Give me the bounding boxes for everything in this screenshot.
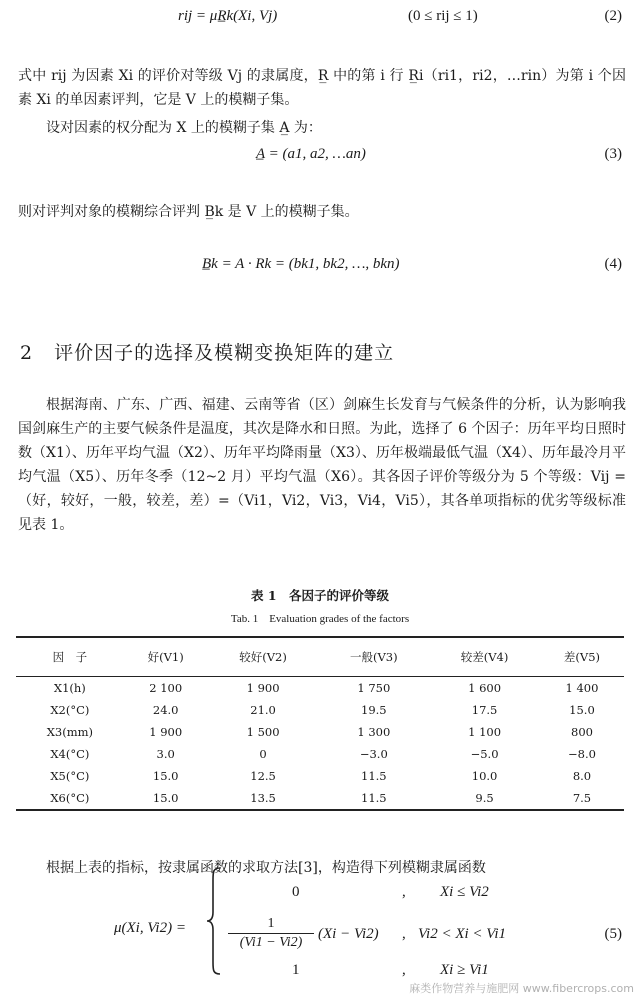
left-brace-icon <box>205 866 223 976</box>
table-row <box>16 787 624 810</box>
table-header-cell: 差(V5) <box>563 650 601 664</box>
paragraph-membership-function <box>18 856 626 880</box>
equation-2 <box>0 8 640 34</box>
paragraph-comprehensive: 则对评判对象的模糊综合评判 B̲k 是 V 上的模糊子集。 <box>18 204 359 220</box>
equation-5-lhs: μ(Xi, Vi2) = <box>114 920 186 936</box>
table-header-cell: 好(V1) <box>147 650 184 664</box>
table-cell: 1 500 <box>246 725 280 739</box>
table-cell: 1 300 <box>357 725 391 739</box>
table-cell: 1 100 <box>468 725 502 739</box>
table-cell: −3.0 <box>359 747 388 761</box>
table-row <box>16 699 624 721</box>
table-cell: 17.5 <box>471 703 498 717</box>
paragraph-factors: 根据海南、广东、广西、福建、云南等省（区）剑麻生长发育与气候条件的分析，认为影响我国剑麻生产的主要气候条件是温度，其次是降水和日照。为此，选择了 6 个因子：历年平均日照时数（X1）、历年平均气温（X2）、历年平均降雨量（X3）、历年极端最低气温（X4）、历年最冷月平均气温（X5）、历年冬季（12~2 月）平均气温（X6）。其各因子评价等级分为 5 个等级：Vij =（好，较好，一般，较差，差）=（Vi1，Vi2，Vi3，Vi4，Vi5），其各单项指标的优劣等级标准见表 1。 <box>18 397 626 533</box>
table-cell: 21.0 <box>250 703 276 717</box>
table-cell: −8.0 <box>568 747 596 761</box>
table-header-cell: 较差(V4) <box>460 650 509 664</box>
equation-3 <box>0 146 640 172</box>
table-cell: 1 750 <box>357 681 391 695</box>
equation-3-number: (3) <box>604 146 622 162</box>
table-cell: 19.5 <box>361 703 387 717</box>
equation-4 <box>0 256 640 282</box>
table-cell: 24.0 <box>152 703 179 717</box>
case-2-fraction <box>228 916 314 951</box>
table-cell: −5.0 <box>470 747 499 761</box>
table-cell: 9.5 <box>475 791 494 805</box>
equation-4-formula: B̲k = A · Rk = (bk1, bk2, …, bkn) <box>202 256 400 272</box>
table-cell: X4(°C) <box>50 747 90 761</box>
table-row <box>16 765 624 787</box>
table-cell: X5(°C) <box>50 769 90 783</box>
section-heading <box>20 338 394 365</box>
table-cell: 10.0 <box>471 769 498 783</box>
case-1-value: 0 <box>292 884 300 900</box>
table-cell: 15.0 <box>152 791 179 805</box>
table-cell: 800 <box>571 725 593 739</box>
paragraph-weights: 设对因素的权分配为 X 上的模糊子集 A̲ 为： <box>46 120 322 136</box>
table-row <box>16 743 624 765</box>
case-1-condition: Xi ≤ Vi2 <box>440 884 489 900</box>
evaluation-grades-table <box>16 636 624 811</box>
equation-5-number: (5) <box>604 926 622 942</box>
equation-2-number: (2) <box>604 8 622 24</box>
table-caption-cn: 表 1 各因子的评价等级 <box>250 588 390 603</box>
table-cell: 15.0 <box>569 703 595 717</box>
table-header-cell: 一般(V3) <box>350 650 398 664</box>
table-cell: 2 100 <box>149 681 183 695</box>
table-cell: 7.5 <box>572 791 592 805</box>
table-header-cell: 较好(V2) <box>239 650 287 664</box>
case-2-condition: Vi2 < Xi < Vi1 <box>418 926 507 942</box>
table-cell: 1 600 <box>468 681 502 695</box>
table-cell: 3.0 <box>156 747 175 761</box>
table-cell: X2(°C) <box>50 703 90 717</box>
table-cell: X3(mm) <box>46 725 93 739</box>
table-cell: 15.0 <box>152 769 179 783</box>
equation-3-formula: A̲ = (a1, a2, …an) <box>256 146 366 162</box>
case-2-denominator: (Vi1 − Vi2) <box>239 935 303 950</box>
table-header-row <box>16 637 624 677</box>
equation-2-formula: rij = μR̲k(Xi, Vj) <box>178 8 278 24</box>
table-cell: 1 900 <box>149 725 183 739</box>
section-number: 2 <box>20 342 34 364</box>
case-2-tail: (Xi − Vi2) <box>318 926 379 942</box>
equation-4-number: (4) <box>604 256 622 272</box>
table-cell: X1(h) <box>53 681 86 695</box>
case-2-comma: , <box>402 926 406 942</box>
table-cell: 1 400 <box>565 681 599 695</box>
table-row <box>16 721 624 743</box>
case-1-comma: , <box>402 884 406 900</box>
table-cell: 0 <box>259 747 267 761</box>
table-cell: 11.5 <box>361 769 387 783</box>
case-2-numerator: 1 <box>228 916 314 934</box>
table-header-cell: 因 子 <box>52 650 88 664</box>
table-cell: X6(°C) <box>50 791 90 805</box>
table-cell: 12.5 <box>250 769 276 783</box>
watermark: 麻类作物营养与施肥网 www.fibercrops.com <box>409 982 634 995</box>
equation-2-condition: (0 ≤ rij ≤ 1) <box>408 8 478 24</box>
section-title: 评价因子的选择及模糊变换矩阵的建立 <box>54 342 395 364</box>
case-3-value: 1 <box>292 962 300 978</box>
table-row <box>16 677 624 700</box>
table-cell: 8.0 <box>572 769 592 783</box>
table-caption-en: Tab. 1 Evaluation grades of the factors <box>230 613 410 625</box>
table-cell: 11.5 <box>361 791 387 805</box>
membership-function-intro: 根据上表的指标，按隶属函数的求取方法[3]，构造得下列模糊隶属函数 <box>46 860 486 876</box>
case-3-comma: , <box>402 962 406 978</box>
paragraph-membership: 式中 rij 为因素 Xi 的评价对等级 Vj 的隶属度，R̲ 中的第 i 行 R̲i（ri1，ri2，…rin）为第 i 个因素 Xi 的单因素评判，它是 V 上的模糊子集。 <box>18 68 626 108</box>
case-3-condition: Xi ≥ Vi1 <box>440 962 489 978</box>
table-cell: 1 900 <box>246 681 280 695</box>
table-cell: 13.5 <box>250 791 276 805</box>
